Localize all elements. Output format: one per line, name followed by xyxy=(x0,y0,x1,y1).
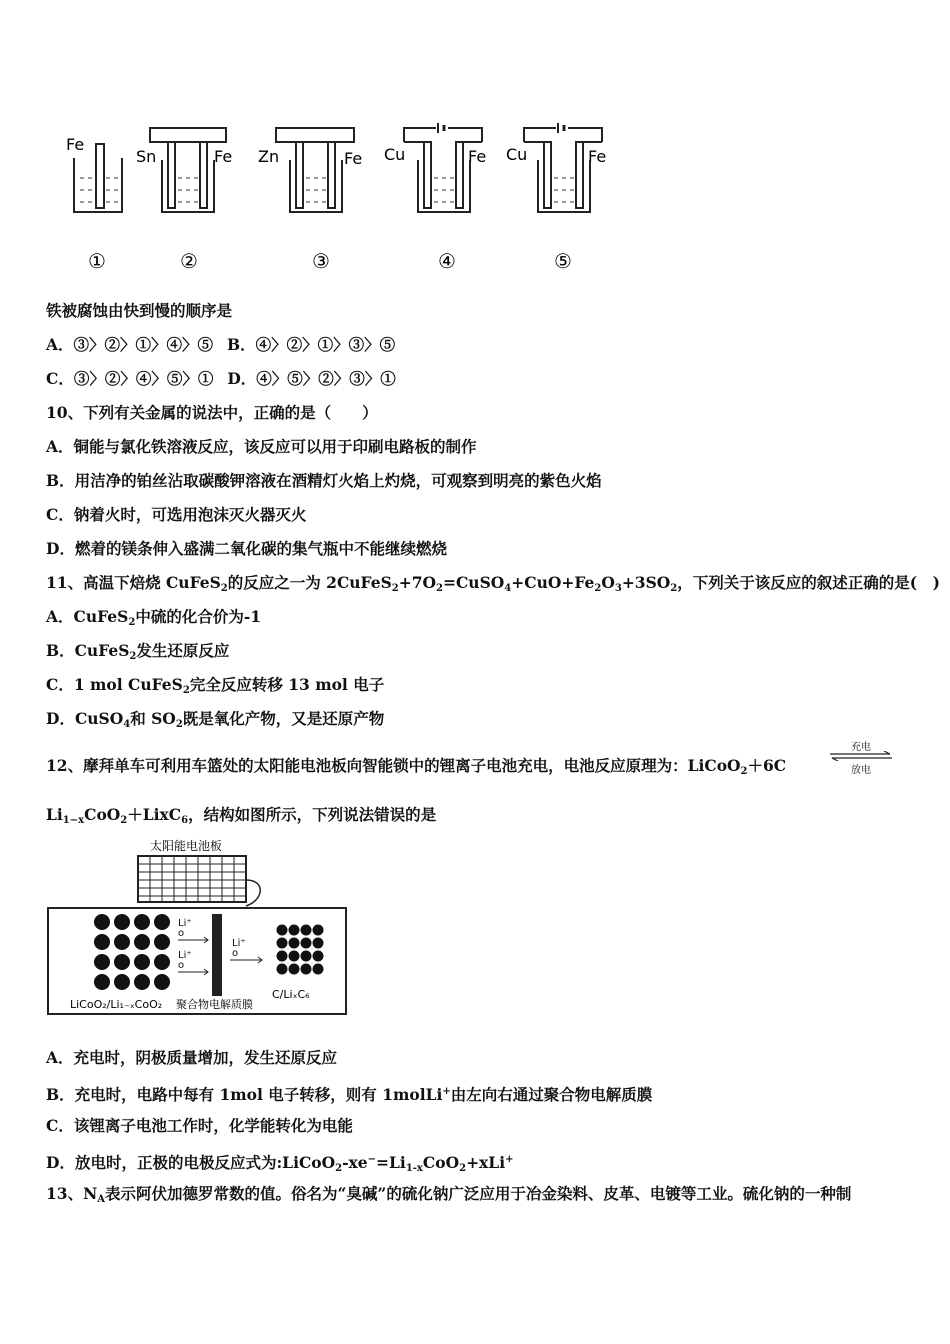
q11-option-c[interactable]: C．1 mol CuFeS$_2$完全反应转移 13 mol 电子 xyxy=(46,675,385,696)
q9-stem: 铁被腐蚀由快到慢的顺序是 xyxy=(46,301,233,320)
cell5-right-label: Fe xyxy=(588,147,607,166)
q9-options-ab xyxy=(46,335,395,355)
q12-option-a[interactable]: A．充电时，阴极质量增加，发生还原反应 xyxy=(46,1048,338,1067)
anode-particles xyxy=(277,925,324,975)
cell4-left-label: Cu xyxy=(384,145,406,164)
anode-label: C/LiₓC₆ xyxy=(272,988,310,1001)
cell2-right-label: Fe xyxy=(214,147,233,166)
membrane-label: 聚合物电解质膜 xyxy=(176,998,253,1011)
cell2-number: ② xyxy=(180,249,198,273)
q10-option-a[interactable]: A．铜能与氯化铁溶液反应，该反应可以用于印刷电路板的制作 xyxy=(46,437,477,456)
q12-option-c[interactable]: C．该锂离子电池工作时，化学能转化为电能 xyxy=(46,1116,353,1135)
q9-option-d[interactable]: D．④〉⑤〉②〉③〉① xyxy=(227,369,396,388)
q11-stem: 11、高温下焙烧 CuFeS$_2$的反应之一为 $2CuFeS_2+7O_2=CuSO_4+CuO+Fe_2O_3+3SO_2$，下列关于该反应的叙述正确的是( ) xyxy=(46,573,940,594)
cathode-particles xyxy=(94,914,170,990)
svg-text:Li⁺: Li⁺ xyxy=(232,938,246,949)
arrow-charge-label: 充电 xyxy=(851,742,871,753)
double-arrow-icon xyxy=(828,751,894,761)
q10-stem: 10、下列有关金属的说法中，正确的是（ ） xyxy=(46,403,378,422)
arrow-discharge-label: 放电 xyxy=(851,765,871,776)
beaker-3 xyxy=(258,128,362,273)
cell1-number: ① xyxy=(88,249,106,273)
q11-option-a[interactable]: A．CuFeS$_2$中硫的化合价为-1 xyxy=(46,607,262,628)
svg-text:o: o xyxy=(178,928,185,939)
q9-option-a[interactable]: A．③〉②〉①〉④〉⑤ xyxy=(46,335,214,354)
beaker-2 xyxy=(136,128,232,273)
cell2-left-label: Sn xyxy=(136,147,157,166)
q10-option-c[interactable]: C．钠着火时，可选用泡沫灭火器灭火 xyxy=(46,505,307,524)
cell5-number: ⑤ xyxy=(554,249,572,273)
cell3-number: ③ xyxy=(312,249,330,273)
q10-option-d[interactable]: D．燃着的镁条伸入盛满二氧化碳的集气瓶中不能继续燃烧 xyxy=(46,539,447,558)
cell1-left-label: Fe xyxy=(66,135,85,154)
q9-option-c[interactable]: C．③〉②〉④〉⑤〉① xyxy=(46,369,214,388)
q12-option-b[interactable]: B．充电时，电路中每有 1mol 电子转移，则有 1molLi+由左向右通过聚合物电解质膜 xyxy=(46,1085,653,1104)
cell4-number: ④ xyxy=(438,249,456,273)
svg-text:Li⁺: Li⁺ xyxy=(178,950,192,961)
q12-stem: 12、摩拜单车可利用车篮处的太阳能电池板向智能锁中的锂离子电池充电，电池反应原理为：LiCoO$_2$＋6C xyxy=(46,756,787,777)
q11-option-b[interactable]: B．CuFeS$_2$发生还原反应 xyxy=(46,641,230,662)
q10-option-b[interactable]: B．用洁净的铂丝沾取碳酸钾溶液在酒精灯火焰上灼烧，可观察到明亮的紫色火焰 xyxy=(46,471,602,490)
solar-panel-label: 太阳能电池板 xyxy=(150,839,223,853)
svg-text:Li⁺: Li⁺ xyxy=(178,918,192,929)
cathode-label: LiCoO₂/Li₁₋ₓCoO₂ xyxy=(70,998,163,1011)
polymer-membrane xyxy=(212,914,222,996)
q9-option-b[interactable]: B．④〉②〉①〉③〉⑤ xyxy=(227,335,396,354)
q11-option-d[interactable]: D．CuSO$_4$和 $SO_2$既是氧化产物，又是还原产物 xyxy=(46,709,385,730)
q9-options-cd xyxy=(46,369,396,389)
svg-text:o: o xyxy=(232,948,239,959)
reversible-arrow xyxy=(828,738,894,774)
cell5-left-label: Cu xyxy=(506,145,528,164)
beaker-1 xyxy=(66,135,122,273)
beaker-4 xyxy=(384,123,486,273)
corrosion-figure xyxy=(60,120,620,280)
cell3-left-label: Zn xyxy=(258,147,280,166)
q12-option-d[interactable]: D．放电时，正极的电极反应式为$:LiCoO_2-xe^-=Li_{1-x}CoO_2+xLi^+$ xyxy=(46,1153,514,1174)
q13-stem: 13、$N_A$表示阿伏加德罗常数的值。俗名为“臭碱”的硫化钠广泛应用于冶金染料、皮革、电镀等工业。硫化钠的一种制 xyxy=(46,1184,852,1205)
solar-panel xyxy=(138,856,260,906)
beaker-5 xyxy=(506,123,606,273)
cell3-right-label: Fe xyxy=(344,149,363,168)
q12-stem-line2: $Li_{1-x}CoO_2+LixC_6$，结构如图所示，下列说法错误的是 xyxy=(46,805,437,826)
cell4-right-label: Fe xyxy=(468,147,487,166)
battery-figure xyxy=(46,836,348,1018)
svg-text:o: o xyxy=(178,960,185,971)
